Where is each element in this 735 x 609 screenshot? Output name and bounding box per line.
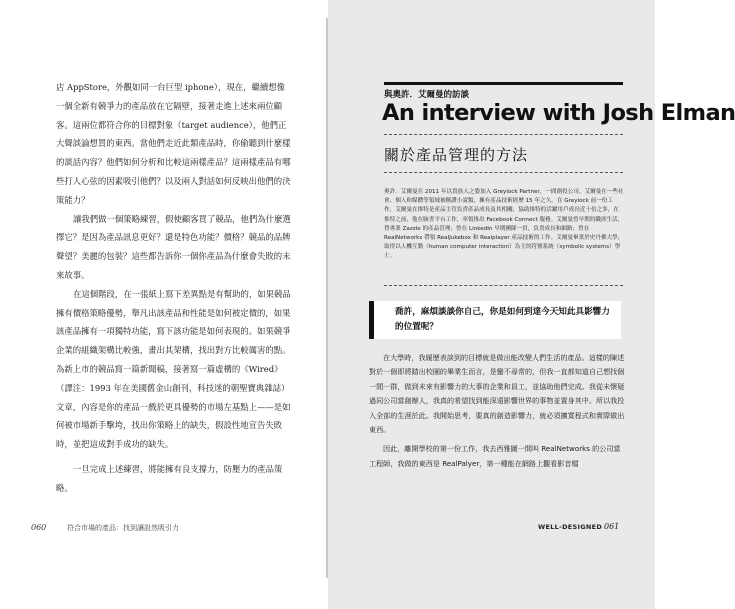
body-paragraph: 一旦完成上述練習，將能擁有良支撐力，防壓力的產品策略。 <box>56 463 283 493</box>
interview-headline: An interview with Josh Elman <box>382 100 735 126</box>
left-page <box>0 0 327 609</box>
dashed-rule <box>384 285 623 286</box>
body-paragraph: 店 AppStore，外觀如同一台巨型 iphone），現在，繼續想像一個全新有競爭力的產品放在它隔壁，接著走進上述來兩位顧客。這兩位都符合你的目標對象（target audience），他們正大聲談論想買的東西。當他們走近此類產品時，你偷聽到什麼樣的談話內容？他們如何分析和比較這兩樣產品？這兩樣產品有哪些打人心弦的因素吸引他們？以及兩人對話如何反映出他們的決策能力？ <box>56 82 291 205</box>
heading-rule <box>384 82 623 85</box>
answer-paragraph: 在大學時，我履歷表談到的目標就是做出能改變人們生活的產品。這樣的陳述對於一個即將踏出校園的畢業生而言，是蠻不尋常的，但我一直都知道自己想找個一閒一群，做到未來有影響力的大事的企業和員工，並協助他們完成。我從未懷疑過同公司當創辦人，我真的希望找到能深遠影響世界的事物並置身其中。所以我投入全部的生涯於此。我開始思考，要真的創造影響力，就必須擴寬程式和實際做出東西。 <box>369 353 625 435</box>
dashed-rule <box>384 172 623 173</box>
bio-block <box>384 188 624 262</box>
answer-paragraph: 因此，離開學校的第一份工作，我去西雅圖一間叫 RealNetworks 的公司當工程師，我做的東西是 RealPalyer，第一種能在網路上觀看影音檔 <box>369 444 621 468</box>
page-number-right: 061 <box>604 522 620 531</box>
question-text: 喬許，麻煩談談你自己，你是如何到達今天知此具影響力的位置呢？ <box>395 307 610 332</box>
left-body-text <box>56 78 292 498</box>
body-paragraph: 在這個階段，在一張紙上寫下差異點是有幫助的，如果競品擁有價格策略優勢，舉凡出該產品和性能是如何被定價的，如果該產品擁有一項獨特功能，寫下該功能是如何表現的。如果競爭企業的組織架構比較強，畫出其架構，找出對方比較厲害的點。為新上市的競品寫一篇新聞稿，接著寫一篇虛構的《Wired》（譯注：1993 年在美國舊金山創刊，科技迷的朝聖寶典雜誌）文章，內容是你的產品一戲於更具優勢的市場左基點上——是如何被市場新手擊垮，找出你策略上的缺失，假設性地宣告失敗時，並把這成對手成功的缺失。 <box>56 288 291 450</box>
interview-kicker: 與奧許．艾爾曼的訪談 <box>384 90 470 100</box>
running-head-left: 符合市場的產品：找到讓設然吸引力 <box>67 524 179 532</box>
dashed-rule <box>384 134 623 135</box>
interview-subtitle: 關於產品管理的方法 <box>384 146 529 164</box>
question-marker <box>369 301 374 339</box>
running-head-right: WELL-DESIGNED <box>538 523 603 531</box>
question-box <box>369 301 621 339</box>
bio-text: 奧許．艾爾曼在 2011 年以貴族人之姿加入 Greylock Partner，一間創投公司。艾爾曼在一些社會、個人和媒體等領域被稱讚小說類，擁有產品技術經歷 15 年之久。在 Greylock 前一份工作，艾爾曼在推特是產品主管負責產品成長及其相關，協助推特的活躍用戶成長近十倍之多，在推特之前，他在臉書平台工作，率領推出 Facebook Connect 服務。艾爾曼曾早期的職涯生活，替專業 Zazzle 的產品管理；曾在 LinkedIn 早期團隊一員，負責成長和網路；曾在 RealNetworks 帶領 RealJukebox 和 Realplayer 產品技術的工作。艾爾曼畢業於史丹佛大學，取得以人機互動（human computer interaction）為主的符號系統（symbolic systems）學士。 <box>384 189 624 260</box>
body-paragraph: 讓我們做一個策略練習，假使顧客買了競品，他們為什麼選擇它？是因為產品訊息更好？還是特色功能？價格？競品的品牌聲望？美麗的包裝？這些都告訴你一個你產品為什麼會失敗的未來故事。 <box>56 213 291 280</box>
page-number-left: 060 <box>31 523 47 532</box>
answer-text <box>369 351 627 471</box>
